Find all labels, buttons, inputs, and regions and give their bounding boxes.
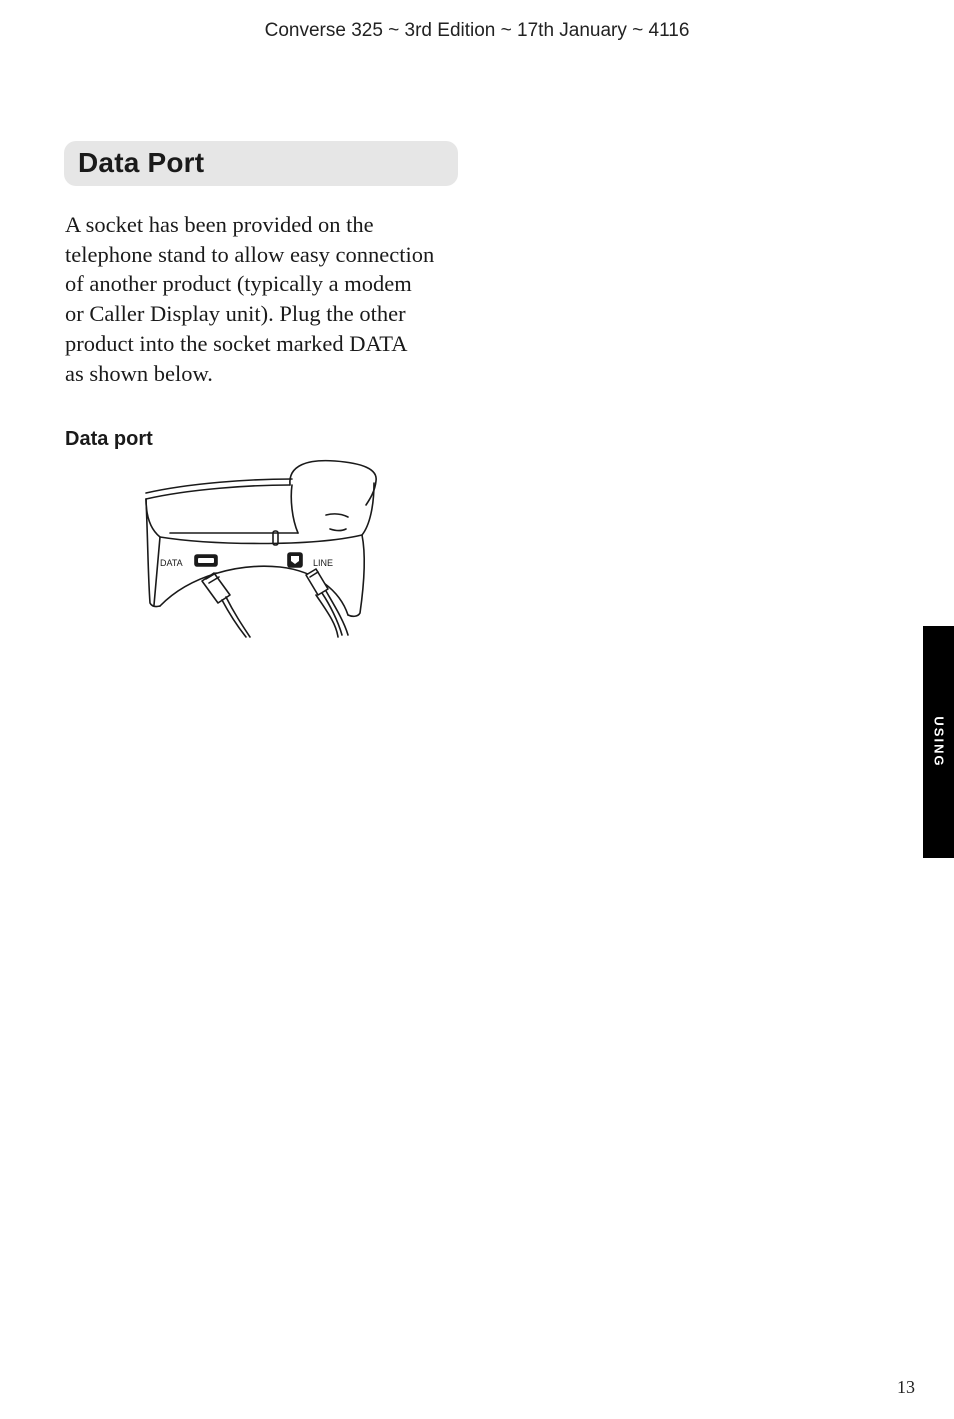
page-number: 13	[897, 1377, 915, 1397]
body-line: product into the socket marked DATA	[65, 330, 408, 356]
body-line: A socket has been provided on the	[65, 212, 374, 237]
side-tab-label: USING	[931, 716, 946, 768]
figure-subheading: Data port	[65, 428, 153, 450]
body-line: of another product (typically a modem	[65, 271, 412, 297]
section-title: Data Port	[78, 147, 205, 178]
body-line: as shown below.	[65, 360, 213, 386]
body-line: telephone stand to allow easy connection	[65, 241, 435, 267]
data-socket-label: DATA	[160, 558, 183, 568]
body-paragraph	[65, 210, 460, 388]
section-title-bar	[64, 141, 458, 186]
telephone-stand-drawing	[130, 455, 390, 640]
section-side-tab	[923, 626, 954, 858]
telephone-stand-illustration	[130, 455, 390, 640]
body-line: or Caller Display unit). Plug the other	[65, 301, 406, 327]
running-header: Converse 325 ~ 3rd Edition ~ 17th January ~ 4116	[264, 20, 690, 41]
line-socket-label: LINE	[313, 558, 334, 568]
